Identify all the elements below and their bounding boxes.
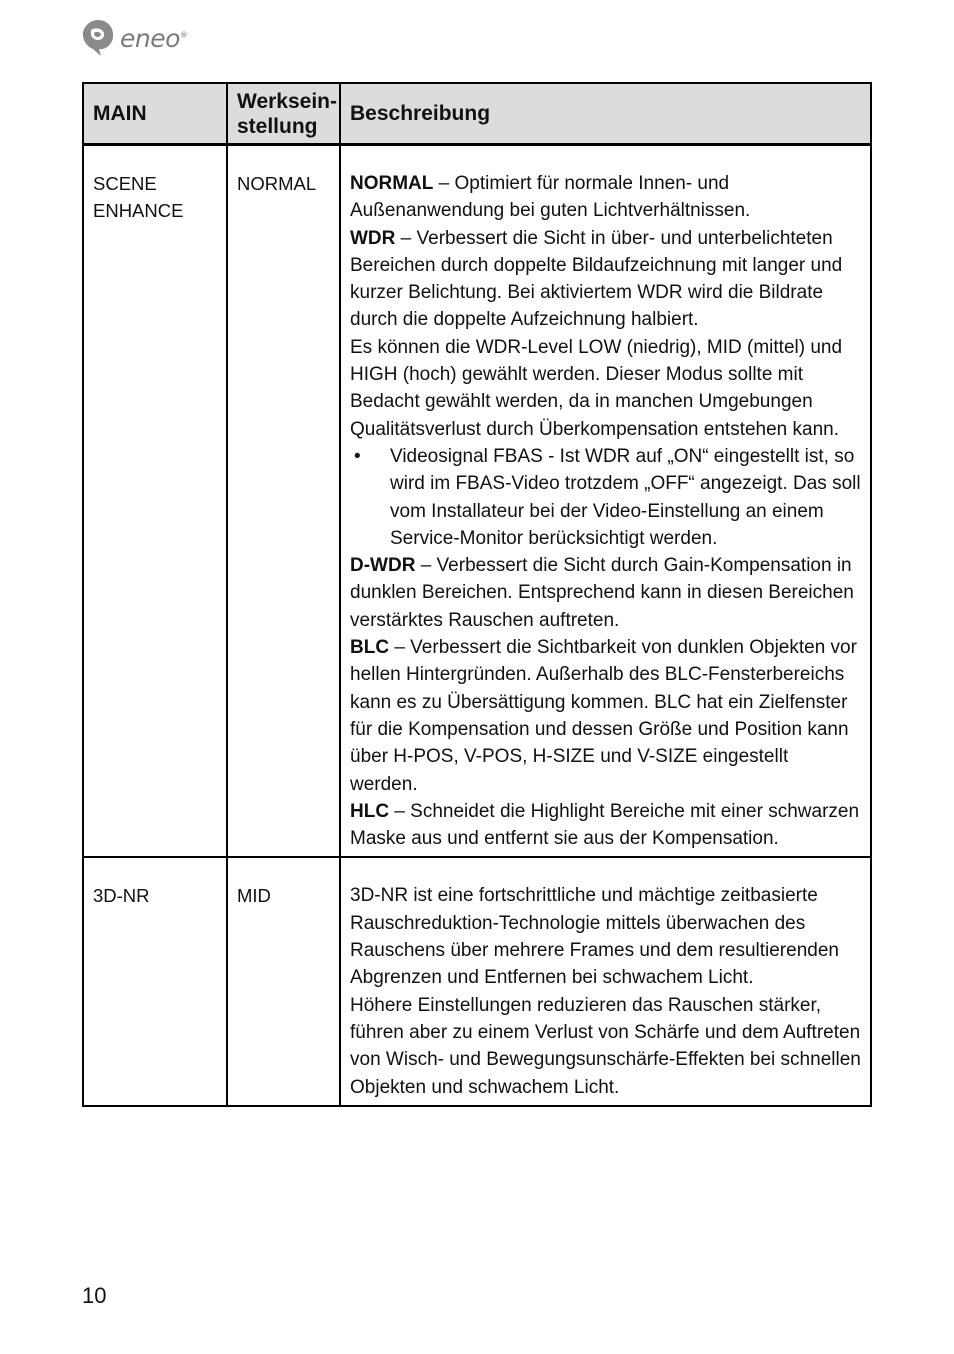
row-default-cell: NORMAL [227, 145, 340, 858]
bullet-text: Videosignal FBAS - Ist WDR auf „ON“ eingestellt ist, so wird im FBAS-Video trotzdem „OFF“ angezeigt. Das soll vom Installateur bei der Video-Einstellung an einem Service-Monitor berücksichtigt werden. [390, 445, 861, 549]
eneo-logo-icon [80, 18, 116, 58]
description-paragraph: NORMAL – Optimiert für normale Innen- und Außenanwendung bei guten Lichtverhältnissen. [350, 173, 751, 222]
row-main-cell: 3D-NR [83, 857, 227, 1105]
description-term: BLC [350, 637, 390, 659]
row-description-cell [340, 145, 871, 858]
description-term: D-WDR [350, 555, 416, 577]
description-term: HLC [350, 800, 390, 822]
description-term: WDR [350, 227, 396, 249]
row-main-label: SCENE ENHANCE [93, 173, 184, 222]
header-default: Werksein- stellung [227, 83, 340, 145]
description-paragraph: Es können die WDR-Level LOW (niedrig), MID (mittel) und HIGH (hoch) gewählt werden. Dieser Modus sollte mit Bedacht gewählt werden, da in manchen Umgebungen Qualitätsverlust durch Überkompensation entstehen kann. [350, 336, 843, 440]
logo-wordmark: eneo® [120, 23, 188, 53]
description-paragraph: WDR – Verbessert die Sicht in über- und unterbelichteten Bereichen durch doppelte Bildaufzeichnung mit langer und kurzer Belichtung. Bei aktiviertem WDR wird die Bildrate durch die doppelte Aufzeichnung halbiert. [350, 227, 843, 331]
table-header-row [83, 83, 871, 145]
description-paragraph: BLC – Verbessert die Sichtbarkeit von dunklen Objekten vor hellen Hintergründen. Außerhalb des BLC-Fensterbereichs kann es zu Übersättigung kommen. BLC hat ein Zielfenster für die Kompensation und dessen Größe und Position kann über H-POS, V-POS, H-SIZE und V-SIZE eingestellt werden. [350, 637, 857, 795]
description-paragraph: 3D-NR ist eine fortschrittliche und mächtige zeitbasierte Rauschreduktion-Technologie mittels überwachen des Rauschens über mehrere Frames und dem resultierenden Abgrenzen und Entfernen bei schwachem Licht. [350, 885, 839, 989]
row-description-cell [340, 857, 871, 1105]
row-main-cell [83, 145, 227, 858]
bullet-item [350, 443, 861, 552]
description-term: NORMAL [350, 173, 434, 194]
description-paragraph: D-WDR – Verbessert die Sicht durch Gain-Kompensation in dunklen Bereichen. Entsprechend kann in diesen Bereichen verstärktes Rauschen auftreten. [350, 555, 854, 631]
bullet-icon: • [354, 445, 361, 467]
description-paragraph: Höhere Einstellungen reduzieren das Rauschen stärker, führen aber zu einem Verlust von Schärfe und dem Auftreten von Wisch- und Bewegungsunschärfe-Effekten bei schnellen Objekten und schwachem Licht. [350, 994, 861, 1098]
table-row [83, 857, 871, 1105]
settings-table [82, 82, 872, 1107]
row-default-cell: MID [227, 857, 340, 1105]
eneo-logo [80, 16, 187, 60]
header-description: Beschreibung [340, 83, 871, 145]
description-paragraph: HLC – Schneidet die Highlight Bereiche mit einer schwarzen Maske aus und entfernt sie aus der Kompensation. [350, 800, 860, 850]
header-main: MAIN [83, 83, 227, 145]
table-row [83, 145, 871, 858]
page-number: 10 [82, 1283, 107, 1308]
